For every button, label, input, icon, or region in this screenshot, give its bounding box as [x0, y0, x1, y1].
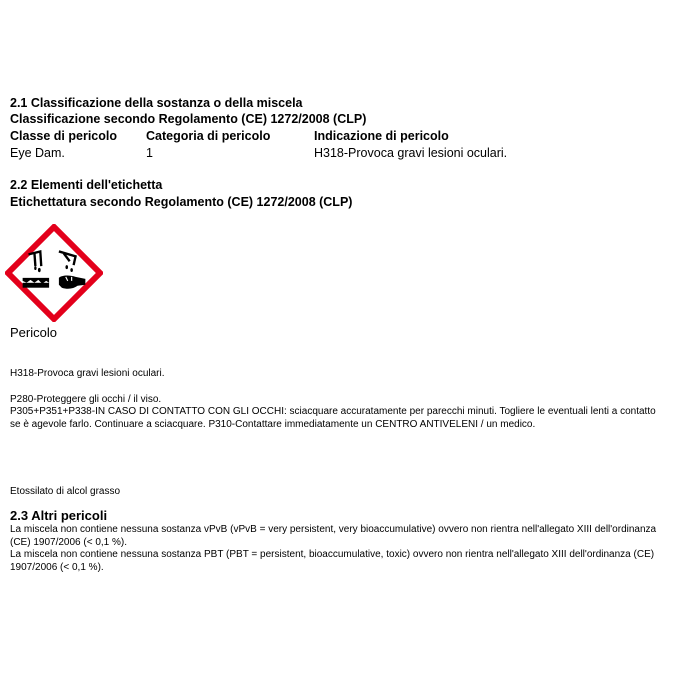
section-2-1-subheading: Classificazione secondo Regolamento (CE) 1272/2008 (CLP): [10, 112, 367, 126]
table-header-hazard-category: Categoria di pericolo: [146, 129, 271, 143]
table-cell-hazard-statement: H318-Provoca gravi lesioni oculari.: [314, 146, 508, 160]
table-header-hazard-statement: Indicazione di pericolo: [314, 129, 449, 143]
hazard-statement: H318-Provoca gravi lesioni oculari.: [10, 368, 165, 379]
other-hazards-text-1: La miscela non contiene nessuna sostanza vPvB (vPvB = very persistent, very bioaccumulative) ovvero non rientra nell'allegato XIII dell'ordinanza (CE) 1907/2006 (< 0,1 %).: [10, 524, 657, 548]
section-2-2-heading: 2.2 Elementi dell'etichetta: [10, 178, 163, 192]
table-cell-hazard-category: 1: [146, 146, 153, 160]
precautionary-statement-1: P280-Proteggere gli occhi / il viso.: [10, 394, 162, 405]
precautionary-statement-2: P305+P351+P338-IN CASO DI CONTATTO CON GLI OCCHI: sciacquare accuratamente per parecchi minuti. Togliere le eventuali lenti a contatto se è agevole farlo. Continuare a sciacquare. P310-Contattare immediatamente un CENTRO ANTIVELENI / un medico.: [10, 406, 656, 430]
ingredient-name: Etossilato di alcol grasso: [10, 486, 121, 497]
table-cell-hazard-class: Eye Dam.: [10, 146, 65, 160]
corrosion-ghs05-icon: [5, 224, 103, 322]
section-2-1-heading: 2.1 Classificazione della sostanza o della miscela: [10, 96, 303, 110]
section-2-2-subheading: Etichettatura secondo Regolamento (CE) 1272/2008 (CLP): [10, 195, 353, 209]
signal-word: Pericolo: [10, 325, 57, 340]
other-hazards-text-2: La miscela non contiene nessuna sostanza PBT (PBT = persistent, bioaccumulative, toxic) ovvero non rientra nell'allegato XIII dell'ordinanza (CE) 1907/2006 (< 0,1 %).: [10, 549, 655, 573]
section-2-3-heading: 2.3 Altri pericoli: [10, 508, 108, 523]
table-header-hazard-class: Classe di pericolo: [10, 129, 117, 143]
